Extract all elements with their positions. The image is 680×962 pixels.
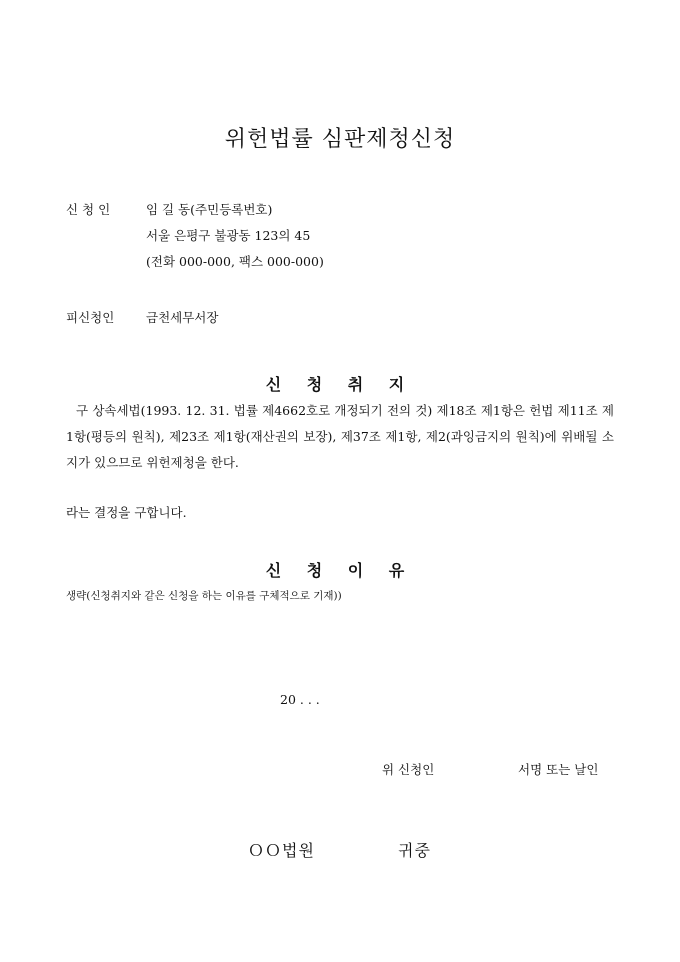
date-line: 20 . . . — [280, 692, 320, 707]
respondent-name: 금천세무서장 — [146, 310, 219, 325]
respondent-label: 피신청인 — [66, 310, 115, 325]
applicant-address: 서울 은평구 불광동 123의 45 — [146, 228, 311, 243]
document-title: 위헌법률 심판제청신청 — [224, 127, 456, 152]
purpose-closing: 라는 결정을 구합니다. — [66, 505, 187, 520]
reason-body: 생략(신청취지와 같은 신청을 하는 이유를 구체적으로 기재)) — [66, 590, 342, 602]
court-name: ＯＯ법원 — [248, 841, 315, 860]
purpose-heading: 신 청 취 지 — [265, 375, 415, 394]
signature-applicant-label: 위 신청인 — [382, 762, 435, 777]
applicant-name: 임 길 동(주민등록번호) — [146, 202, 273, 217]
applicant-label: 신 청 인 — [66, 202, 111, 217]
applicant-contact: (전화 000-000, 팩스 000-000) — [146, 254, 324, 269]
court-honorific: 귀중 — [398, 841, 431, 860]
purpose-body: 구 상속세법(1993. 12. 31. 법률 제4662호로 개정되기 전의 것) 제18조 제1항은 헌법 제11조 제1항(평등의 원칙), 제23조 제1항(재산권의 보장), 제37조 제1항, 제2(과잉금지의 원칙)에 위배될 소지가 있으므로 위헌제청을 한다. — [66, 403, 614, 470]
reason-heading: 신 청 이 유 — [265, 561, 415, 580]
signature-label: 서명 또는 날인 — [518, 762, 599, 777]
